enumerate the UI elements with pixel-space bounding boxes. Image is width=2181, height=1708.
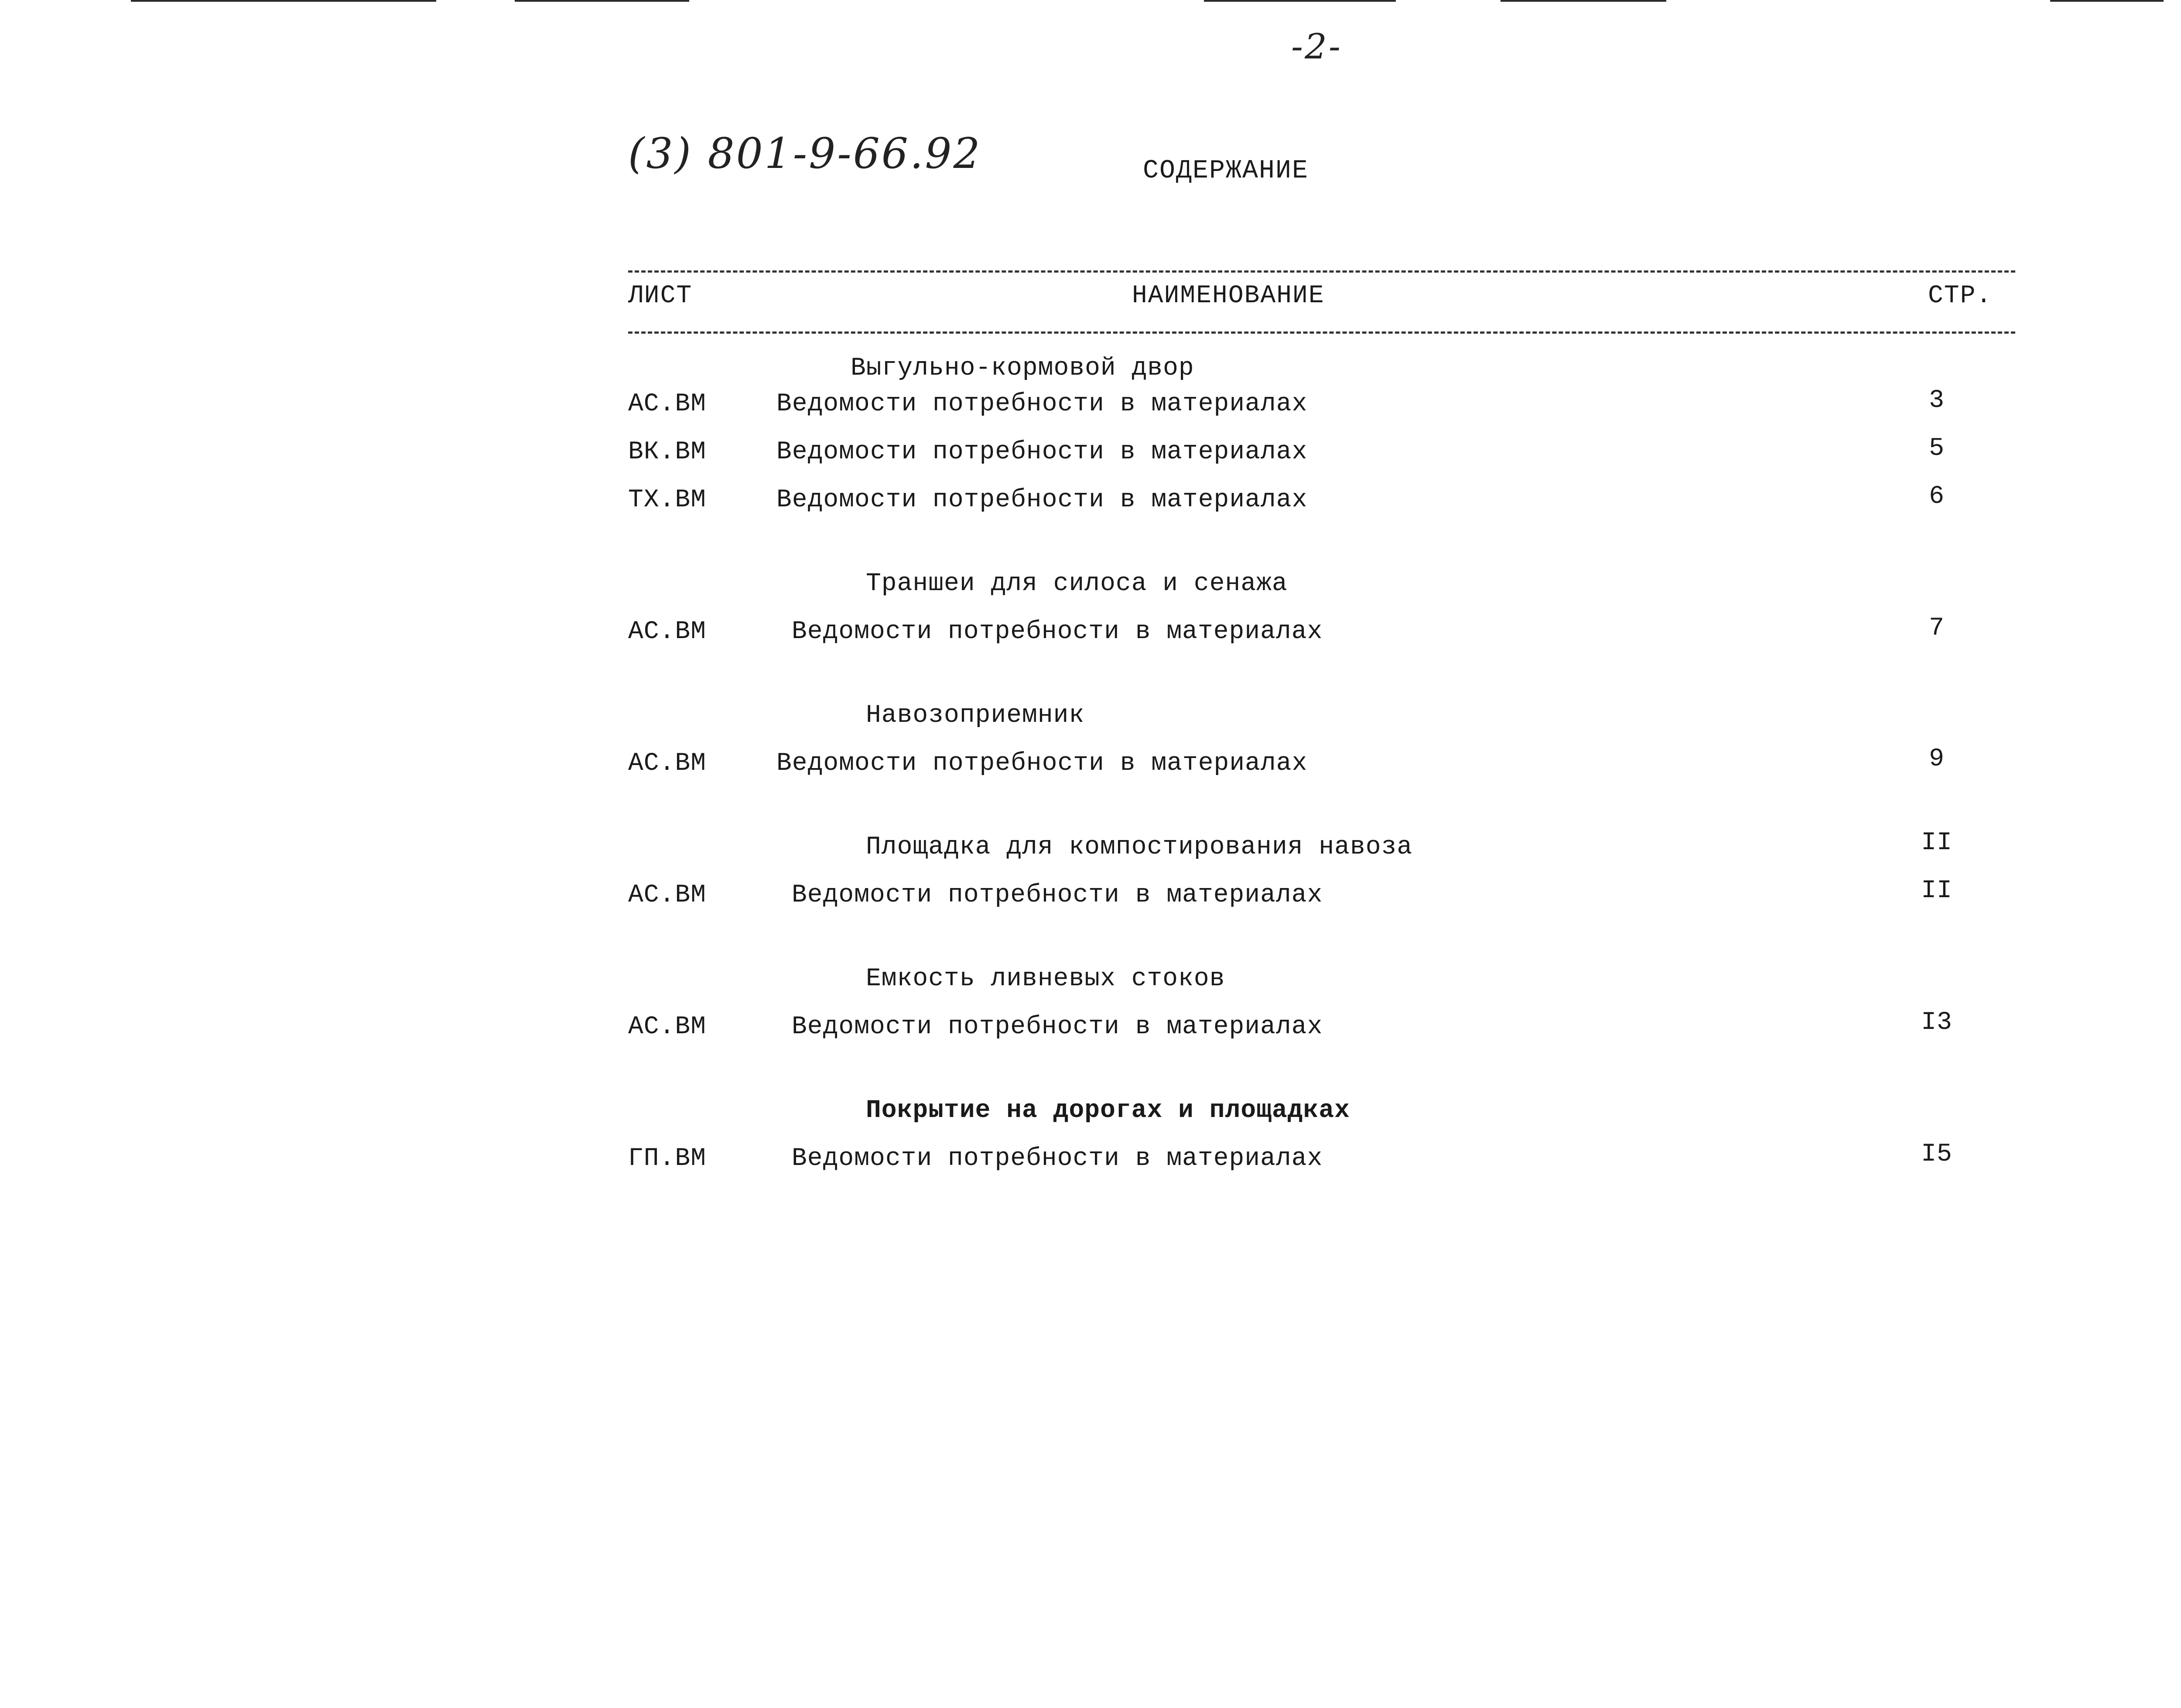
scan-edge-line [2050, 0, 2164, 2]
entry-page: 6 [1929, 482, 1945, 511]
scan-edge-line [131, 0, 436, 2]
sheet-code: АС.ВМ [628, 881, 707, 909]
entry-name: Ведомости потребности в материалах [776, 749, 1308, 778]
entry-page: 9 [1929, 745, 1945, 773]
section-title: Навозоприемник [866, 701, 1085, 730]
section-title: Траншеи для силоса и сенажа [866, 570, 1288, 598]
section-title: Выгульно-кормовой двор [851, 354, 1194, 383]
sheet-code: ВК.ВМ [628, 438, 707, 466]
column-header-page: СТР. [1928, 282, 1993, 310]
entry-page: I3 [1921, 1008, 1952, 1037]
table-top-rule [628, 270, 2015, 273]
entry-page: II [1921, 877, 1952, 905]
section-title: Емкость ливневых стоков [866, 965, 1225, 993]
entry-page: 7 [1929, 614, 1945, 642]
entry-name: Ведомости потребности в материалах [776, 486, 1308, 514]
entry-name: Ведомости потребности в материалах [776, 390, 1308, 418]
entry-name: Ведомости потребности в материалах [776, 438, 1308, 466]
sheet-code: АС.ВМ [628, 749, 707, 778]
sheet-code: АС.ВМ [628, 618, 707, 646]
column-header-name: НАИМЕНОВАНИЕ [1132, 282, 1325, 310]
section-page: II [1921, 829, 1952, 857]
scan-edge-line [515, 0, 689, 2]
entry-page: 3 [1929, 386, 1945, 415]
entry-page: I5 [1921, 1140, 1952, 1168]
sheet-code: ТХ.ВМ [628, 486, 707, 514]
table-header-rule [628, 331, 2015, 334]
entry-name: Ведомости потребности в материалах [792, 618, 1323, 646]
column-header-sheet: ЛИСТ [628, 282, 693, 310]
page-number-handwritten: -2- [1291, 26, 1342, 67]
section-title: Площадка для компостирования навоза [866, 833, 1413, 861]
entry-name: Ведомости потребности в материалах [792, 1013, 1323, 1041]
entry-name: Ведомости потребности в материалах [792, 1144, 1323, 1173]
sheet-code: АС.ВМ [628, 390, 707, 418]
page-title: СОДЕРЖАНИЕ [1143, 156, 1309, 186]
entry-name: Ведомости потребности в материалах [792, 881, 1323, 909]
entry-page: 5 [1929, 434, 1945, 463]
scan-edge-line [1204, 0, 1396, 2]
scan-edge-line [1501, 0, 1666, 2]
sheet-code: АС.ВМ [628, 1013, 707, 1041]
sheet-code: ГП.ВМ [628, 1144, 707, 1173]
section-title: Покрытие на дорогах и площадках [866, 1097, 1350, 1125]
document-code-handwritten: (3) 801-9-66.92 [628, 129, 982, 178]
